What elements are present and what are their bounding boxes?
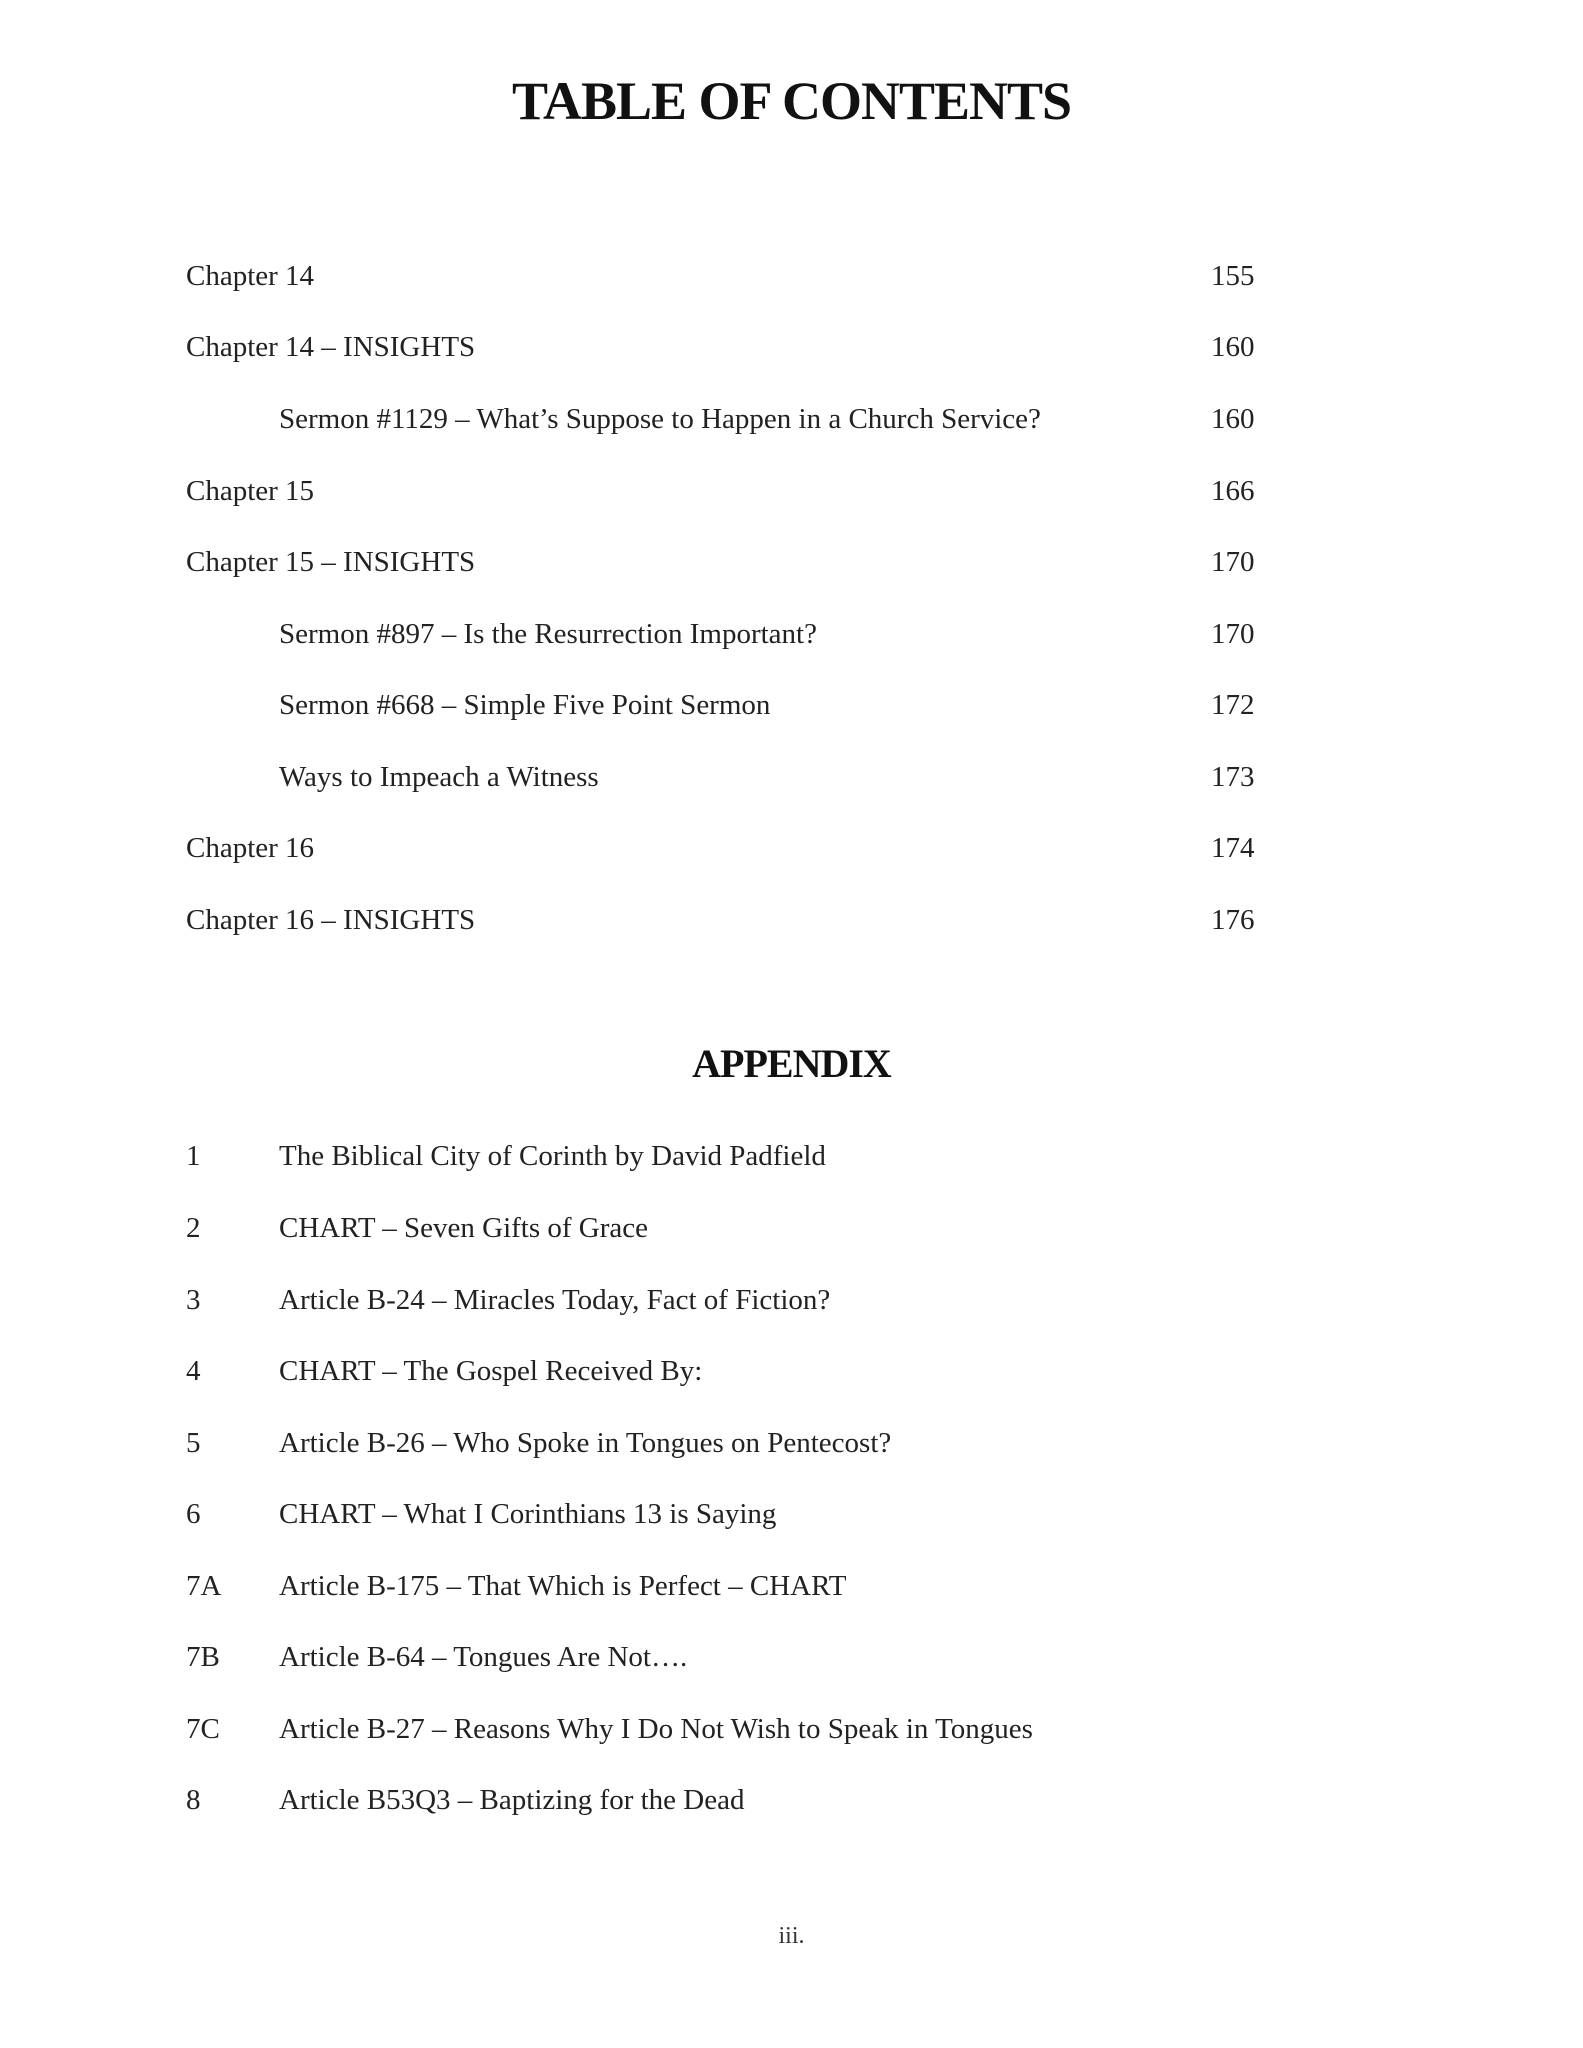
appendix-item-number: 7C (186, 1713, 220, 1745)
appendix-item[interactable] (0, 1136, 1583, 1176)
toc-entry-chapter-16[interactable] (0, 828, 1583, 868)
appendix-item[interactable] (0, 1280, 1583, 1320)
appendix-heading: APPENDIX (692, 1041, 891, 1086)
appendix-item-label: CHART – The Gospel Received By: (279, 1355, 703, 1387)
toc-entry-label: Chapter 16 (186, 832, 315, 864)
appendix-item-number: 8 (186, 1784, 201, 1816)
toc-entry-impeach-witness[interactable] (0, 757, 1583, 797)
toc-entry-label: Chapter 14 (186, 260, 315, 292)
appendix-item-label: Article B-175 – That Which is Perfect – CHART (279, 1570, 847, 1602)
toc-entry-page: 172 (1211, 689, 1255, 721)
toc-entry-page: 160 (1211, 331, 1255, 363)
toc-entry-label: Sermon #1129 – What’s Suppose to Happen in a Church Service? (279, 403, 1041, 435)
toc-entry-label: Sermon #897 – Is the Resurrection Important? (279, 618, 817, 650)
appendix-item-label: Article B53Q3 – Baptizing for the Dead (279, 1784, 745, 1816)
appendix-item[interactable] (0, 1566, 1583, 1606)
appendix-item-number: 5 (186, 1427, 201, 1459)
appendix-item-number: 2 (186, 1212, 201, 1244)
appendix-item[interactable] (0, 1351, 1583, 1391)
toc-entry-label: Chapter 15 (186, 475, 315, 507)
appendix-item-number: 7B (186, 1641, 220, 1673)
toc-entry-page: 170 (1211, 618, 1255, 650)
toc-entry-page: 155 (1211, 260, 1255, 292)
toc-entry-label: Chapter 16 – INSIGHTS (186, 904, 476, 936)
appendix-item-label: Article B-26 – Who Spoke in Tongues on Pentecost? (279, 1427, 892, 1459)
toc-entry-sermon-897[interactable] (0, 614, 1583, 654)
appendix-item-number: 6 (186, 1498, 201, 1530)
appendix-item[interactable] (0, 1780, 1583, 1820)
toc-entry-page: 166 (1211, 475, 1255, 507)
toc-entry-page: 173 (1211, 761, 1255, 793)
appendix-item[interactable] (0, 1709, 1583, 1749)
appendix-item[interactable] (0, 1637, 1583, 1677)
toc-entry-chapter-14[interactable] (0, 256, 1583, 296)
appendix-item-number: 1 (186, 1140, 201, 1172)
toc-entry-chapter-15[interactable] (0, 471, 1583, 511)
appendix-item-number: 4 (186, 1355, 201, 1387)
appendix-item-label: Article B-27 – Reasons Why I Do Not Wish to Speak in Tongues (279, 1713, 1033, 1745)
toc-entry-sermon-1129[interactable] (0, 399, 1583, 439)
toc-entry-page: 170 (1211, 546, 1255, 578)
appendix-item-label: CHART – What I Corinthians 13 is Saying (279, 1498, 777, 1530)
page-title: TABLE OF CONTENTS (511, 71, 1072, 131)
toc-entry-page: 174 (1211, 832, 1255, 864)
toc-entry-label: Chapter 15 – INSIGHTS (186, 546, 476, 578)
toc-entry-chapter-15-insights[interactable] (0, 542, 1583, 582)
page-number: iii. (778, 1923, 805, 1949)
toc-entry-chapter-16-insights[interactable] (0, 900, 1583, 940)
appendix-item-label: CHART – Seven Gifts of Grace (279, 1212, 649, 1244)
appendix-item[interactable] (0, 1494, 1583, 1534)
toc-entry-page: 176 (1211, 904, 1255, 936)
toc-entry-sermon-668[interactable] (0, 685, 1583, 725)
toc-entry-label: Chapter 14 – INSIGHTS (186, 331, 476, 363)
toc-entry-label: Ways to Impeach a Witness (279, 761, 599, 793)
appendix-item-number: 3 (186, 1284, 201, 1316)
toc-entry-chapter-14-insights[interactable] (0, 327, 1583, 367)
toc-entry-label: Sermon #668 – Simple Five Point Sermon (279, 689, 771, 721)
appendix-item-label: The Biblical City of Corinth by David Padfield (279, 1140, 826, 1172)
appendix-item-label: Article B-64 – Tongues Are Not…. (279, 1641, 688, 1673)
toc-entry-page: 160 (1211, 403, 1255, 435)
appendix-item[interactable] (0, 1423, 1583, 1463)
appendix-item-number: 7A (186, 1570, 222, 1602)
appendix-item-label: Article B-24 – Miracles Today, Fact of Fiction? (279, 1284, 831, 1316)
appendix-item[interactable] (0, 1208, 1583, 1248)
